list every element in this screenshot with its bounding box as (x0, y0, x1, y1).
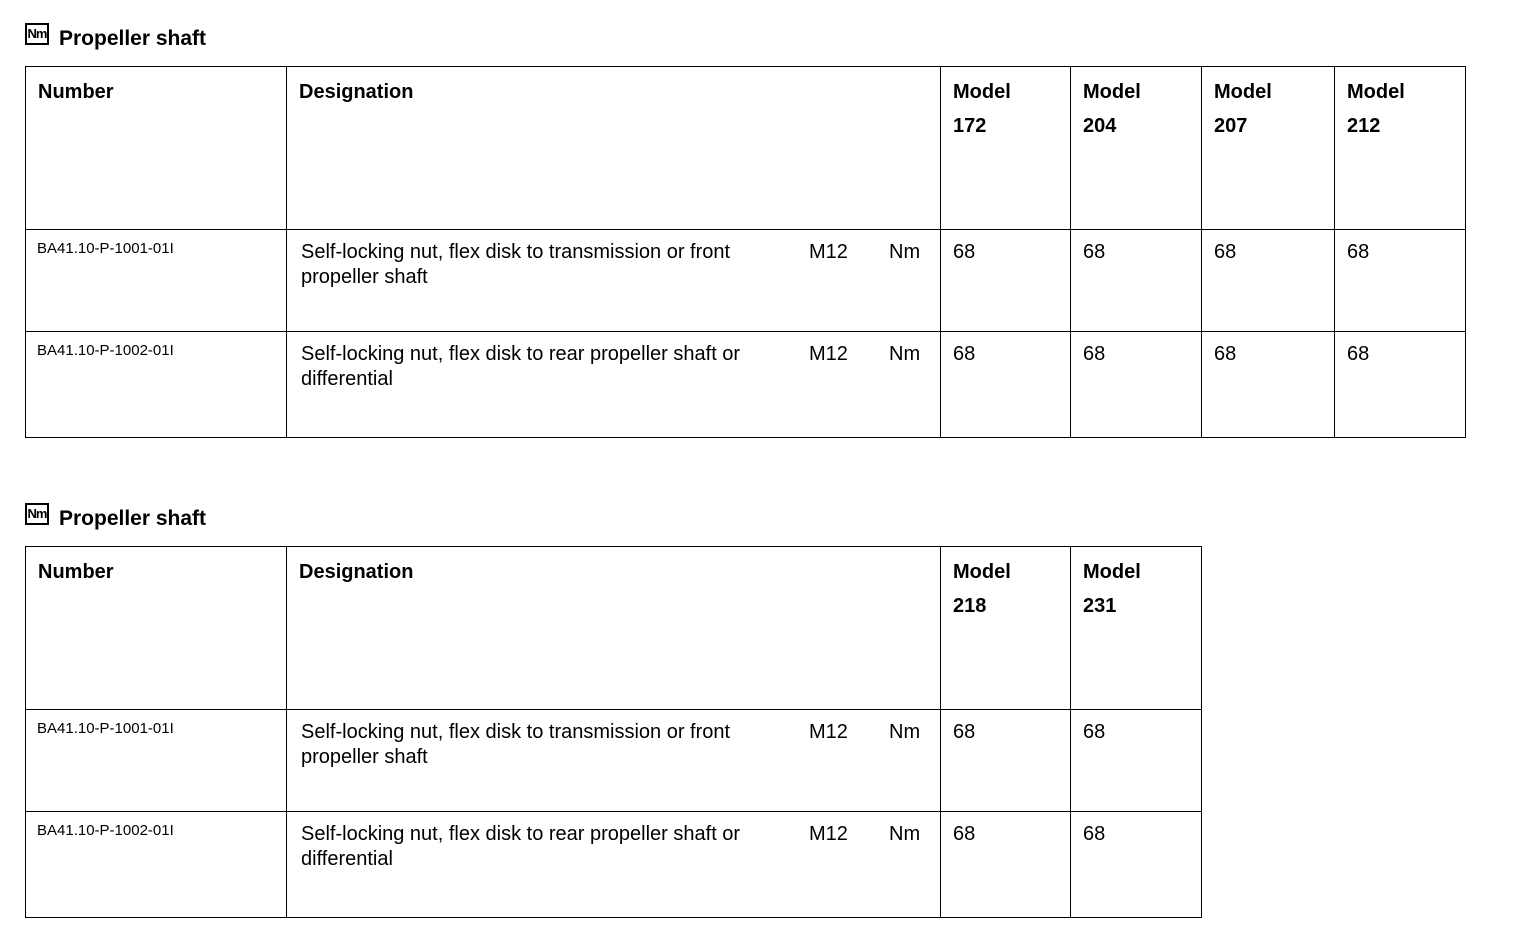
column-header-model: Model 204 (1071, 67, 1202, 230)
designation-cell (287, 812, 941, 918)
column-header-model: Model 218 (941, 547, 1071, 710)
designation-cell (287, 230, 941, 332)
torque-table (25, 66, 1466, 438)
torque-unit: Nm (889, 823, 921, 845)
designation-text: Self-locking nut, flex disk to transmission or front propeller shaft (301, 721, 731, 768)
torque-unit: Nm (889, 241, 921, 263)
section-heading (25, 17, 1466, 57)
table-row (26, 332, 1466, 438)
table-row (26, 230, 1466, 332)
table-header-row (26, 67, 1466, 230)
designation-text: Self-locking nut, flex disk to transmission or front propeller shaft (301, 241, 731, 288)
section-heading (25, 497, 1202, 537)
thread-size: M12 (809, 823, 848, 845)
torque-value-cell: 68 (941, 812, 1071, 918)
column-header-model: Model 172 (941, 67, 1071, 230)
thread-size: M12 (809, 721, 848, 743)
thread-size: M12 (809, 241, 848, 263)
part-number-cell: BA41.10-P-1002-01I (26, 812, 287, 918)
designation-text: Self-locking nut, flex disk to rear propeller shaft or differential (301, 343, 741, 390)
torque-unit: Nm (889, 721, 921, 743)
torque-nm-icon: Nm (25, 23, 49, 45)
column-header-number: Number (26, 547, 287, 710)
torque-table (25, 546, 1202, 918)
torque-section-2 (25, 497, 1202, 918)
section-title: Propeller shaft (59, 27, 207, 50)
part-number-cell: BA41.10-P-1001-01I (26, 230, 287, 332)
designation-text: Self-locking nut, flex disk to rear propeller shaft or differential (301, 823, 741, 870)
part-number-cell: BA41.10-P-1002-01I (26, 332, 287, 438)
torque-value-cell: 68 (941, 230, 1071, 332)
section-title: Propeller shaft (59, 507, 207, 530)
torque-section-1 (25, 17, 1466, 438)
torque-value-cell: 68 (941, 710, 1071, 812)
torque-unit: Nm (889, 343, 921, 365)
torque-value-cell: 68 (1071, 332, 1202, 438)
thread-size: M12 (809, 343, 848, 365)
column-header-model: Model 231 (1071, 547, 1202, 710)
torque-value-cell: 68 (941, 332, 1071, 438)
designation-cell (287, 332, 941, 438)
column-header-designation: Designation (287, 547, 941, 710)
part-number-cell: BA41.10-P-1001-01I (26, 710, 287, 812)
column-header-designation: Designation (287, 67, 941, 230)
torque-value-cell: 68 (1335, 230, 1466, 332)
table-header-row (26, 547, 1202, 710)
column-header-number: Number (26, 67, 287, 230)
torque-value-cell: 68 (1335, 332, 1466, 438)
designation-cell (287, 710, 941, 812)
table-row (26, 812, 1202, 918)
column-header-model: Model 207 (1202, 67, 1335, 230)
torque-value-cell: 68 (1202, 230, 1335, 332)
table-row (26, 710, 1202, 812)
torque-value-cell: 68 (1071, 230, 1202, 332)
column-header-model: Model 212 (1335, 67, 1466, 230)
torque-value-cell: 68 (1071, 710, 1202, 812)
torque-nm-icon: Nm (25, 503, 49, 525)
torque-value-cell: 68 (1202, 332, 1335, 438)
torque-value-cell: 68 (1071, 812, 1202, 918)
